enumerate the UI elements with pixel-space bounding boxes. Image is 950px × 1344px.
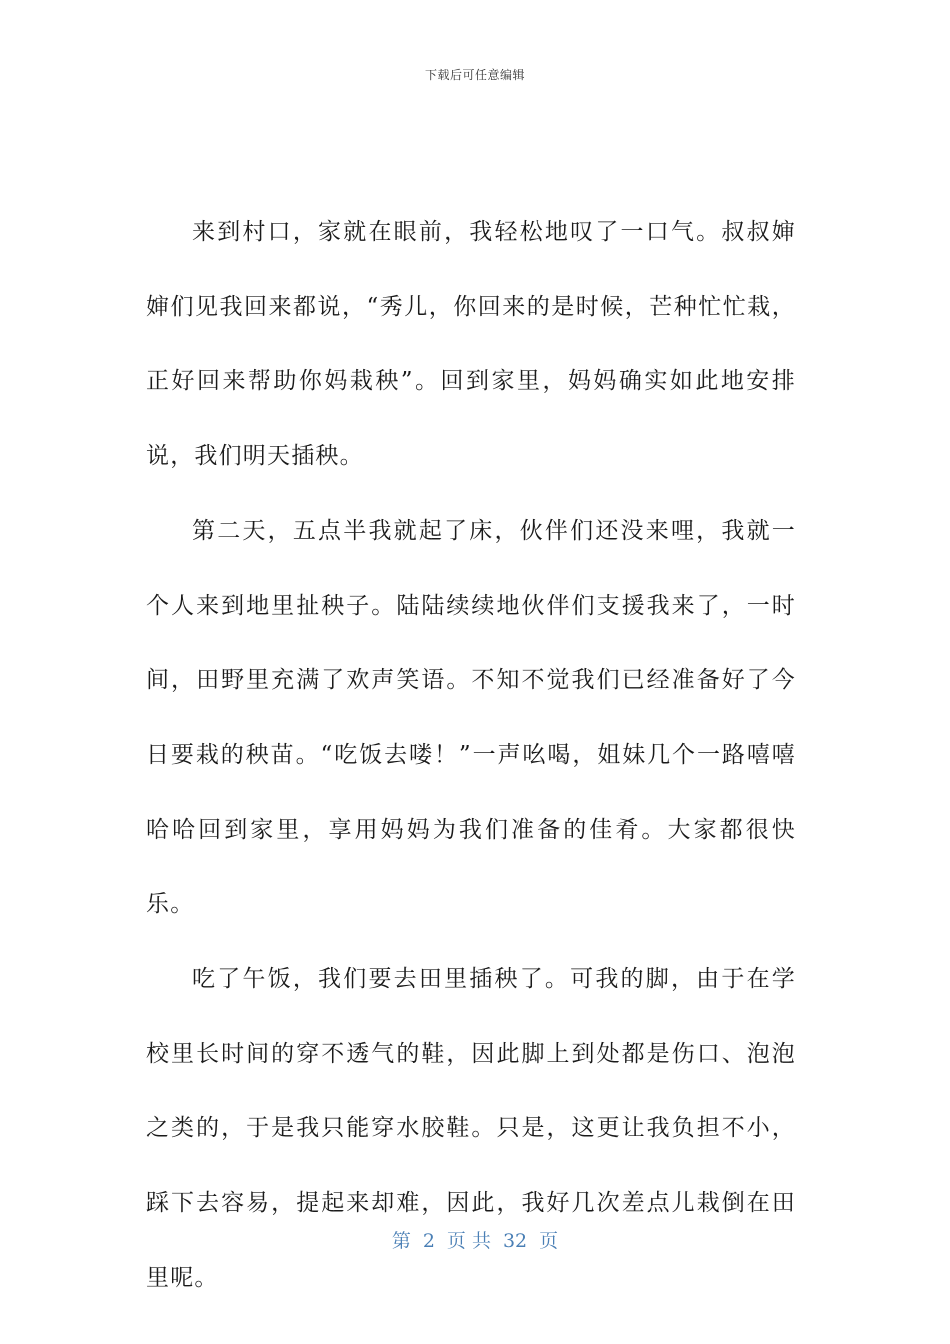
page-prefix: 第 [391, 1230, 411, 1252]
current-page-number: 2 [422, 1230, 435, 1252]
page-mid: 页 共 [446, 1230, 491, 1252]
paragraph-2: 第二天，五点半我就起了床，伙伴们还没来哩，我就一个人来到地里扯秧子。陆陆续续地伙伴们支援我来了，一时间，田野里充满了欢声笑语。不知不觉我们已经准备好了今日要栽的秧苗。“吃饭去喽！”一声吆喝，姐妹几个一路嘻嘻哈哈回到家里，享用妈妈为我们准备的佳肴。大家都很快乐。 [146, 517, 796, 918]
paragraph-1: 来到村口，家就在眼前，我轻松地叹了一口气。叔叔婶婶们见我回来都说，“秀儿，你回来的是时候，芒种忙忙栽，正好回来帮助你妈栽秧”。回到家里，妈妈确实如此地安排说，我们明天插秧。 [146, 219, 796, 470]
paragraph-3: 吃了午饭，我们要去田里插秧了。可我的脚，由于在学校里长时间的穿不透气的鞋，因此脚上到处都是伤口、泡泡之类的，于是我只能穿水胶鞋。只是，这更让我负担不小，踩下去容易，提起来却难，因此，我好几次差点儿栽倒在田里呢。 [146, 966, 796, 1291]
document-body [146, 195, 796, 1316]
page-suffix: 页 [539, 1230, 559, 1252]
page-header: 下载后可任意编辑 [424, 68, 525, 82]
total-page-count: 32 [502, 1230, 528, 1252]
page-number-footer [0, 1226, 950, 1253]
